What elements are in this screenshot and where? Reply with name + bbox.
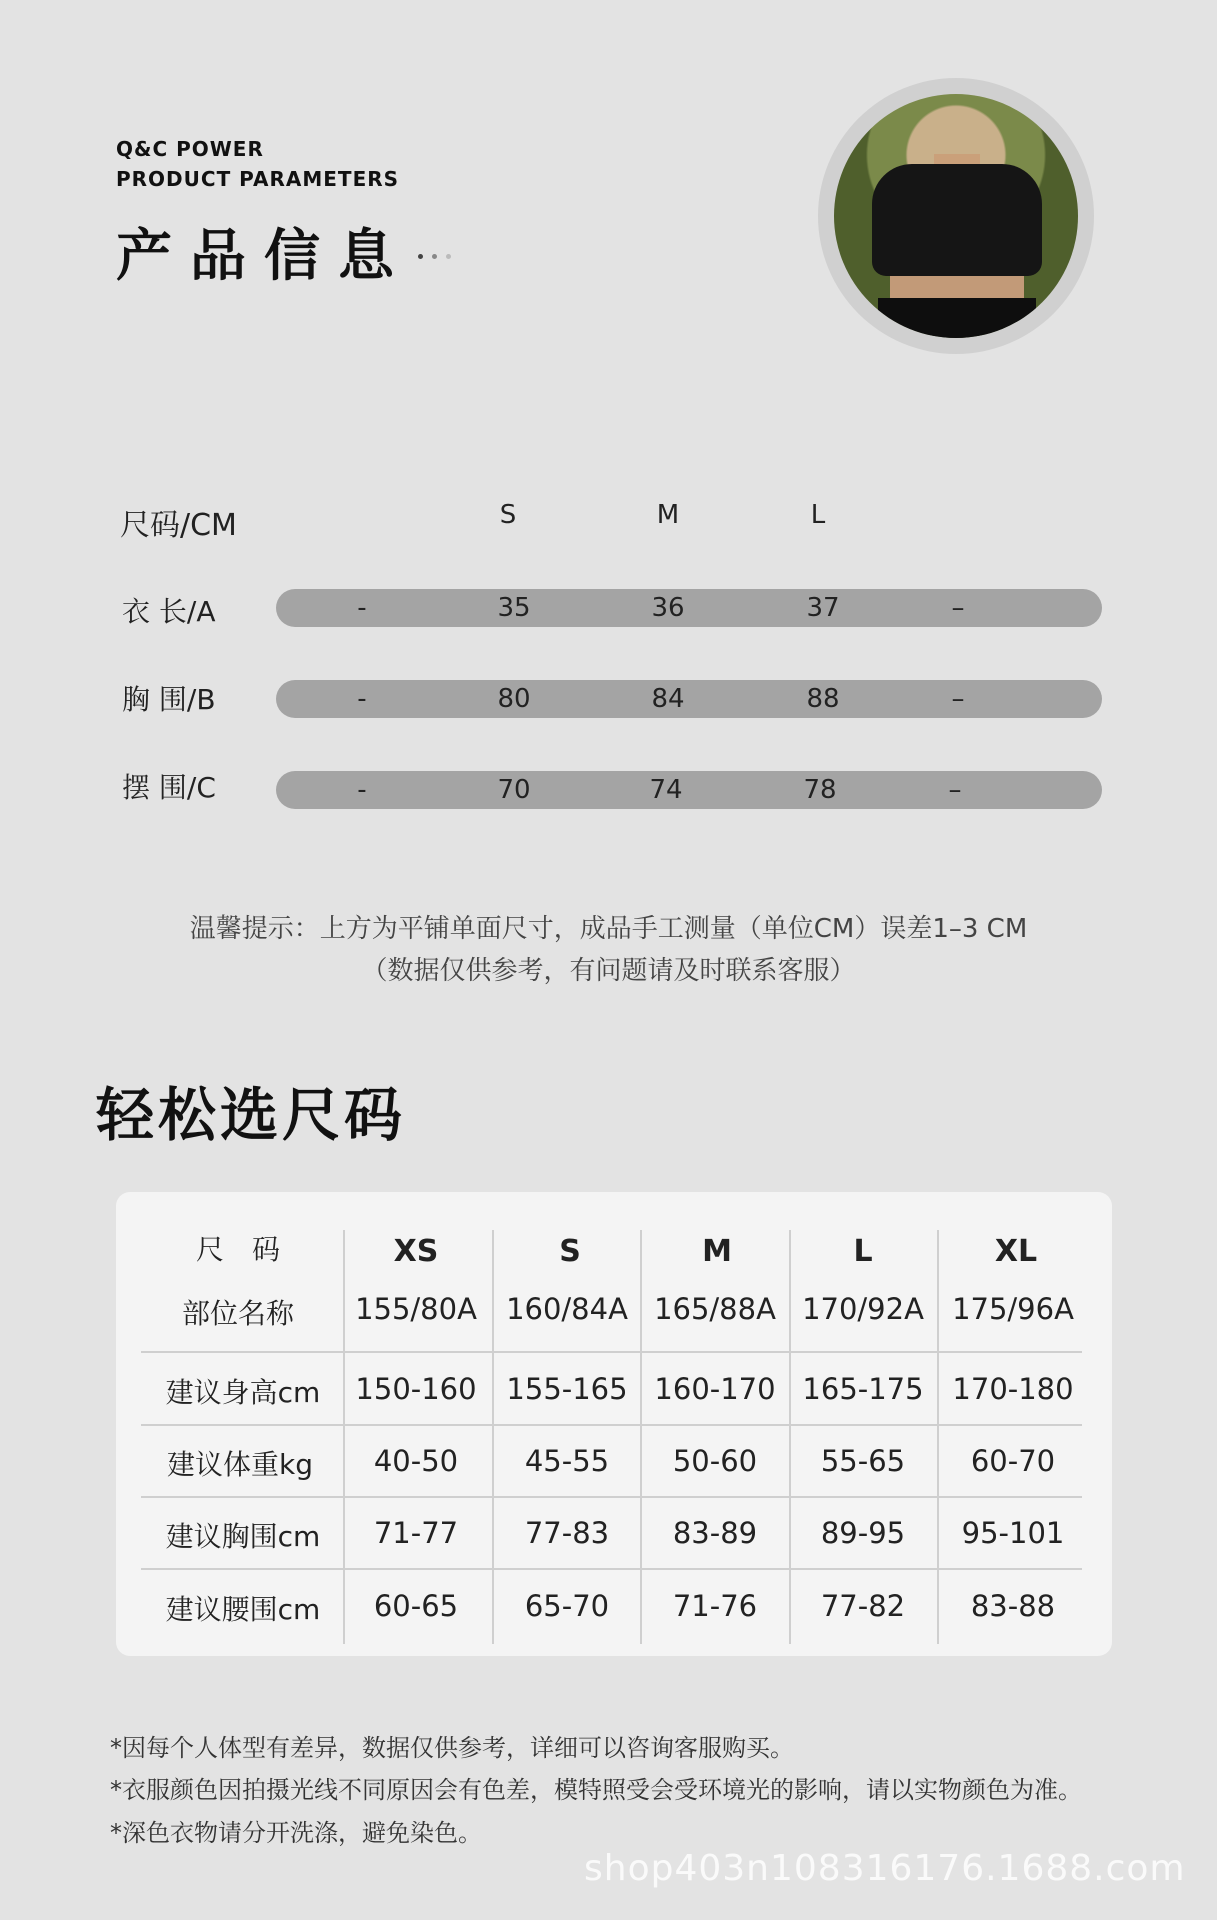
guide-row-waist-label: 建议腰围cm — [165, 1593, 321, 1626]
guide-weight-xl: 60-70 — [970, 1444, 1056, 1478]
grid-line-v3 — [640, 1230, 642, 1644]
row-length-s: 35 — [497, 593, 531, 623]
row-bar-length — [276, 589, 1102, 627]
size-col-s: S — [499, 500, 517, 530]
brand-block — [116, 134, 399, 194]
row-label-chest: 胸 围/B — [122, 683, 216, 716]
tip-line-1: 温馨提示：上方为平铺单面尺寸，成品手工测量（单位CM）误差1–3 CM — [189, 914, 1028, 944]
row-hem-trail: – — [948, 775, 962, 805]
guide-height-m: 160-170 — [654, 1372, 776, 1406]
guide-waist-m: 71-76 — [672, 1589, 758, 1623]
size-guide-title: 轻松选尺码 — [96, 1081, 407, 1149]
photo-waist — [890, 276, 1024, 300]
dot-1 — [418, 254, 423, 259]
guide-spec-l: 170/92A — [802, 1292, 924, 1326]
row-length-m: 36 — [651, 593, 685, 623]
guide-height-xs: 150-160 — [355, 1372, 477, 1406]
row-length-lead: - — [357, 593, 367, 623]
photo-pants — [878, 298, 1036, 338]
guide-weight-m: 50-60 — [672, 1444, 758, 1478]
note-3: *深色衣物请分开洗涤，避免染色。 — [110, 1819, 482, 1847]
row-length-l: 37 — [806, 593, 840, 623]
guide-chest-s: 77-83 — [524, 1516, 610, 1550]
tip-line-2: （数据仅供参考，有问题请及时联系客服） — [361, 956, 856, 986]
row-hem-lead: - — [357, 775, 367, 805]
size-chart-header-label: 尺码/CM — [120, 508, 237, 543]
guide-height-l: 165-175 — [802, 1372, 924, 1406]
guide-height-s: 155-165 — [506, 1372, 628, 1406]
guide-size-s: S — [559, 1234, 581, 1269]
guide-weight-s: 45-55 — [524, 1444, 610, 1478]
guide-row-height-label: 建议身高cm — [165, 1376, 321, 1409]
guide-height-xl: 170-180 — [952, 1372, 1074, 1406]
dot-3 — [446, 254, 451, 259]
row-label-hem: 摆 围/C — [122, 771, 216, 804]
guide-size-xl: XL — [994, 1234, 1038, 1269]
row-chest-trail: – — [951, 684, 965, 714]
dot-2 — [432, 254, 437, 259]
grid-line-v5 — [937, 1230, 939, 1644]
guide-waist-xl: 83-88 — [970, 1589, 1056, 1623]
grid-line-v2 — [492, 1230, 494, 1644]
size-col-m: M — [656, 500, 680, 530]
guide-waist-s: 65-70 — [524, 1589, 610, 1623]
guide-chest-m: 83-89 — [672, 1516, 758, 1550]
grid-line-h3 — [141, 1496, 1082, 1498]
grid-line-h2 — [141, 1424, 1082, 1426]
size-col-l: L — [810, 500, 826, 530]
guide-size-xs: XS — [393, 1234, 439, 1269]
guide-spec-m: 165/88A — [654, 1292, 776, 1326]
row-chest-l: 88 — [806, 684, 840, 714]
row-chest-lead: - — [357, 684, 367, 714]
guide-spec-s: 160/84A — [506, 1292, 628, 1326]
guide-chest-xs: 71-77 — [373, 1516, 459, 1550]
guide-row-weight-label: 建议体重kg — [167, 1448, 313, 1481]
brand-subtitle: PRODUCT PARAMETERS — [116, 167, 400, 191]
row-chest-m: 84 — [651, 684, 685, 714]
shop-watermark: shop403n108316176.1688.com — [584, 1848, 1186, 1889]
guide-size-l: L — [853, 1234, 873, 1269]
product-photo — [834, 94, 1078, 338]
note-2: *衣服颜色因拍摄光线不同原因会有色差，模特照受会受环境光的影响，请以实物颜色为准。 — [110, 1776, 1082, 1804]
guide-weight-xs: 40-50 — [373, 1444, 459, 1478]
photo-crop-top — [872, 164, 1042, 276]
grid-line-h1 — [141, 1351, 1082, 1353]
guide-chest-l: 89-95 — [820, 1516, 906, 1550]
guide-spec-xl: 175/96A — [952, 1292, 1074, 1326]
guide-chest-xl: 95-101 — [961, 1516, 1065, 1550]
guide-waist-l: 77-82 — [820, 1589, 906, 1623]
row-chest-s: 80 — [497, 684, 531, 714]
guide-size-m: M — [702, 1234, 732, 1269]
corner-label-size: 尺 码 — [195, 1233, 281, 1266]
brand-name: Q&C POWER — [116, 137, 264, 161]
row-label-length: 衣 长/A — [122, 595, 216, 628]
grid-line-h4 — [141, 1568, 1082, 1570]
row-hem-l: 78 — [803, 775, 837, 805]
product-info-title: 产品信息 — [116, 224, 412, 289]
guide-spec-xs: 155/80A — [355, 1292, 477, 1326]
grid-line-v1 — [343, 1230, 345, 1644]
row-bar-hem — [276, 771, 1102, 809]
corner-label-part: 部位名称 — [181, 1297, 295, 1330]
guide-row-chest-label: 建议胸围cm — [165, 1520, 321, 1553]
row-hem-m: 74 — [649, 775, 683, 805]
row-bar-chest — [276, 680, 1102, 718]
note-1: *因每个人体型有差异，数据仅供参考，详细可以咨询客服购买。 — [110, 1734, 794, 1762]
grid-line-v4 — [789, 1230, 791, 1644]
row-length-trail: – — [951, 593, 965, 623]
row-hem-s: 70 — [497, 775, 531, 805]
guide-weight-l: 55-65 — [820, 1444, 906, 1478]
guide-waist-xs: 60-65 — [373, 1589, 459, 1623]
title-dots — [418, 244, 460, 263]
